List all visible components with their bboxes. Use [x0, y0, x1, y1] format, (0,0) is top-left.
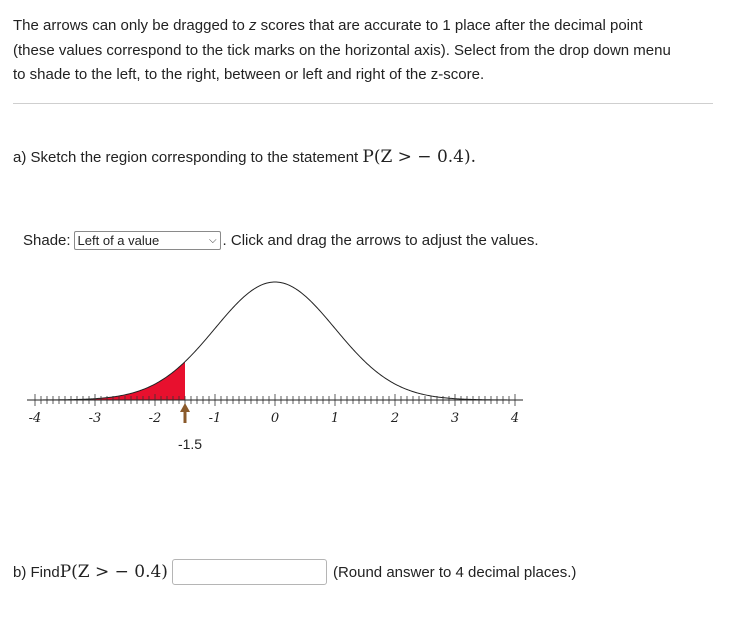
probability-statement: P(Z > − 0.4): [59, 562, 168, 582]
instructions-text: scores that are accurate to 1 place after the decimal point: [256, 17, 643, 34]
divider: [13, 103, 713, 104]
instructions-text: The arrows can only be dragged to: [13, 17, 249, 34]
chevron-down-icon: ⌵: [208, 235, 217, 246]
arrow-value-label: -1.5: [177, 436, 203, 452]
tick-label: -2: [148, 411, 162, 426]
shaded-area: [35, 362, 185, 400]
shade-dropdown-value: Left of a value: [77, 233, 160, 248]
shade-controls: [23, 231, 539, 250]
tick-label: 0: [270, 411, 280, 426]
shaded-region: [35, 362, 185, 400]
tick-label: -1: [208, 411, 222, 426]
shade-dropdown[interactable]: [74, 231, 221, 250]
tick-label: 3: [450, 411, 460, 426]
tick-label: 4: [510, 411, 520, 426]
tick-label: 1: [330, 411, 340, 426]
instructions-line-3: to shade to the left, to the right, between or left and right of the z-score.: [13, 66, 485, 83]
horizontal-axis: [27, 394, 523, 406]
curve-line: [35, 282, 515, 400]
drag-hint: . Click and drag the arrows to adjust the values.: [222, 232, 539, 249]
instructions-line-1: [13, 14, 718, 39]
question-b: [13, 559, 576, 585]
period: .: [470, 147, 477, 167]
tick-label: -4: [28, 411, 42, 426]
question-a-text: a) Sketch the region corresponding to the statement: [13, 149, 363, 166]
instructions-line-2: (these values correspond to the tick marks on the horizontal axis). Select from the drop down menu: [13, 41, 671, 59]
normal-curve-chart: [0, 265, 730, 465]
drag-arrow[interactable]: [178, 403, 202, 452]
normal-curve: [35, 282, 515, 400]
question-b-text: b) Find: [13, 563, 60, 581]
tick-label: 2: [390, 411, 400, 426]
probability-statement: P(Z > − 0.4): [362, 147, 471, 167]
rounding-note: (Round answer to 4 decimal places.): [332, 563, 577, 581]
question-a: [13, 147, 476, 167]
up-arrow-icon: [180, 403, 190, 412]
tick-labels: [29, 411, 519, 426]
tick-label: -3: [88, 411, 102, 426]
z-italic: z: [248, 17, 257, 34]
instructions: [13, 14, 718, 88]
answer-input[interactable]: [172, 559, 327, 585]
shade-label: Shade:: [23, 232, 71, 249]
